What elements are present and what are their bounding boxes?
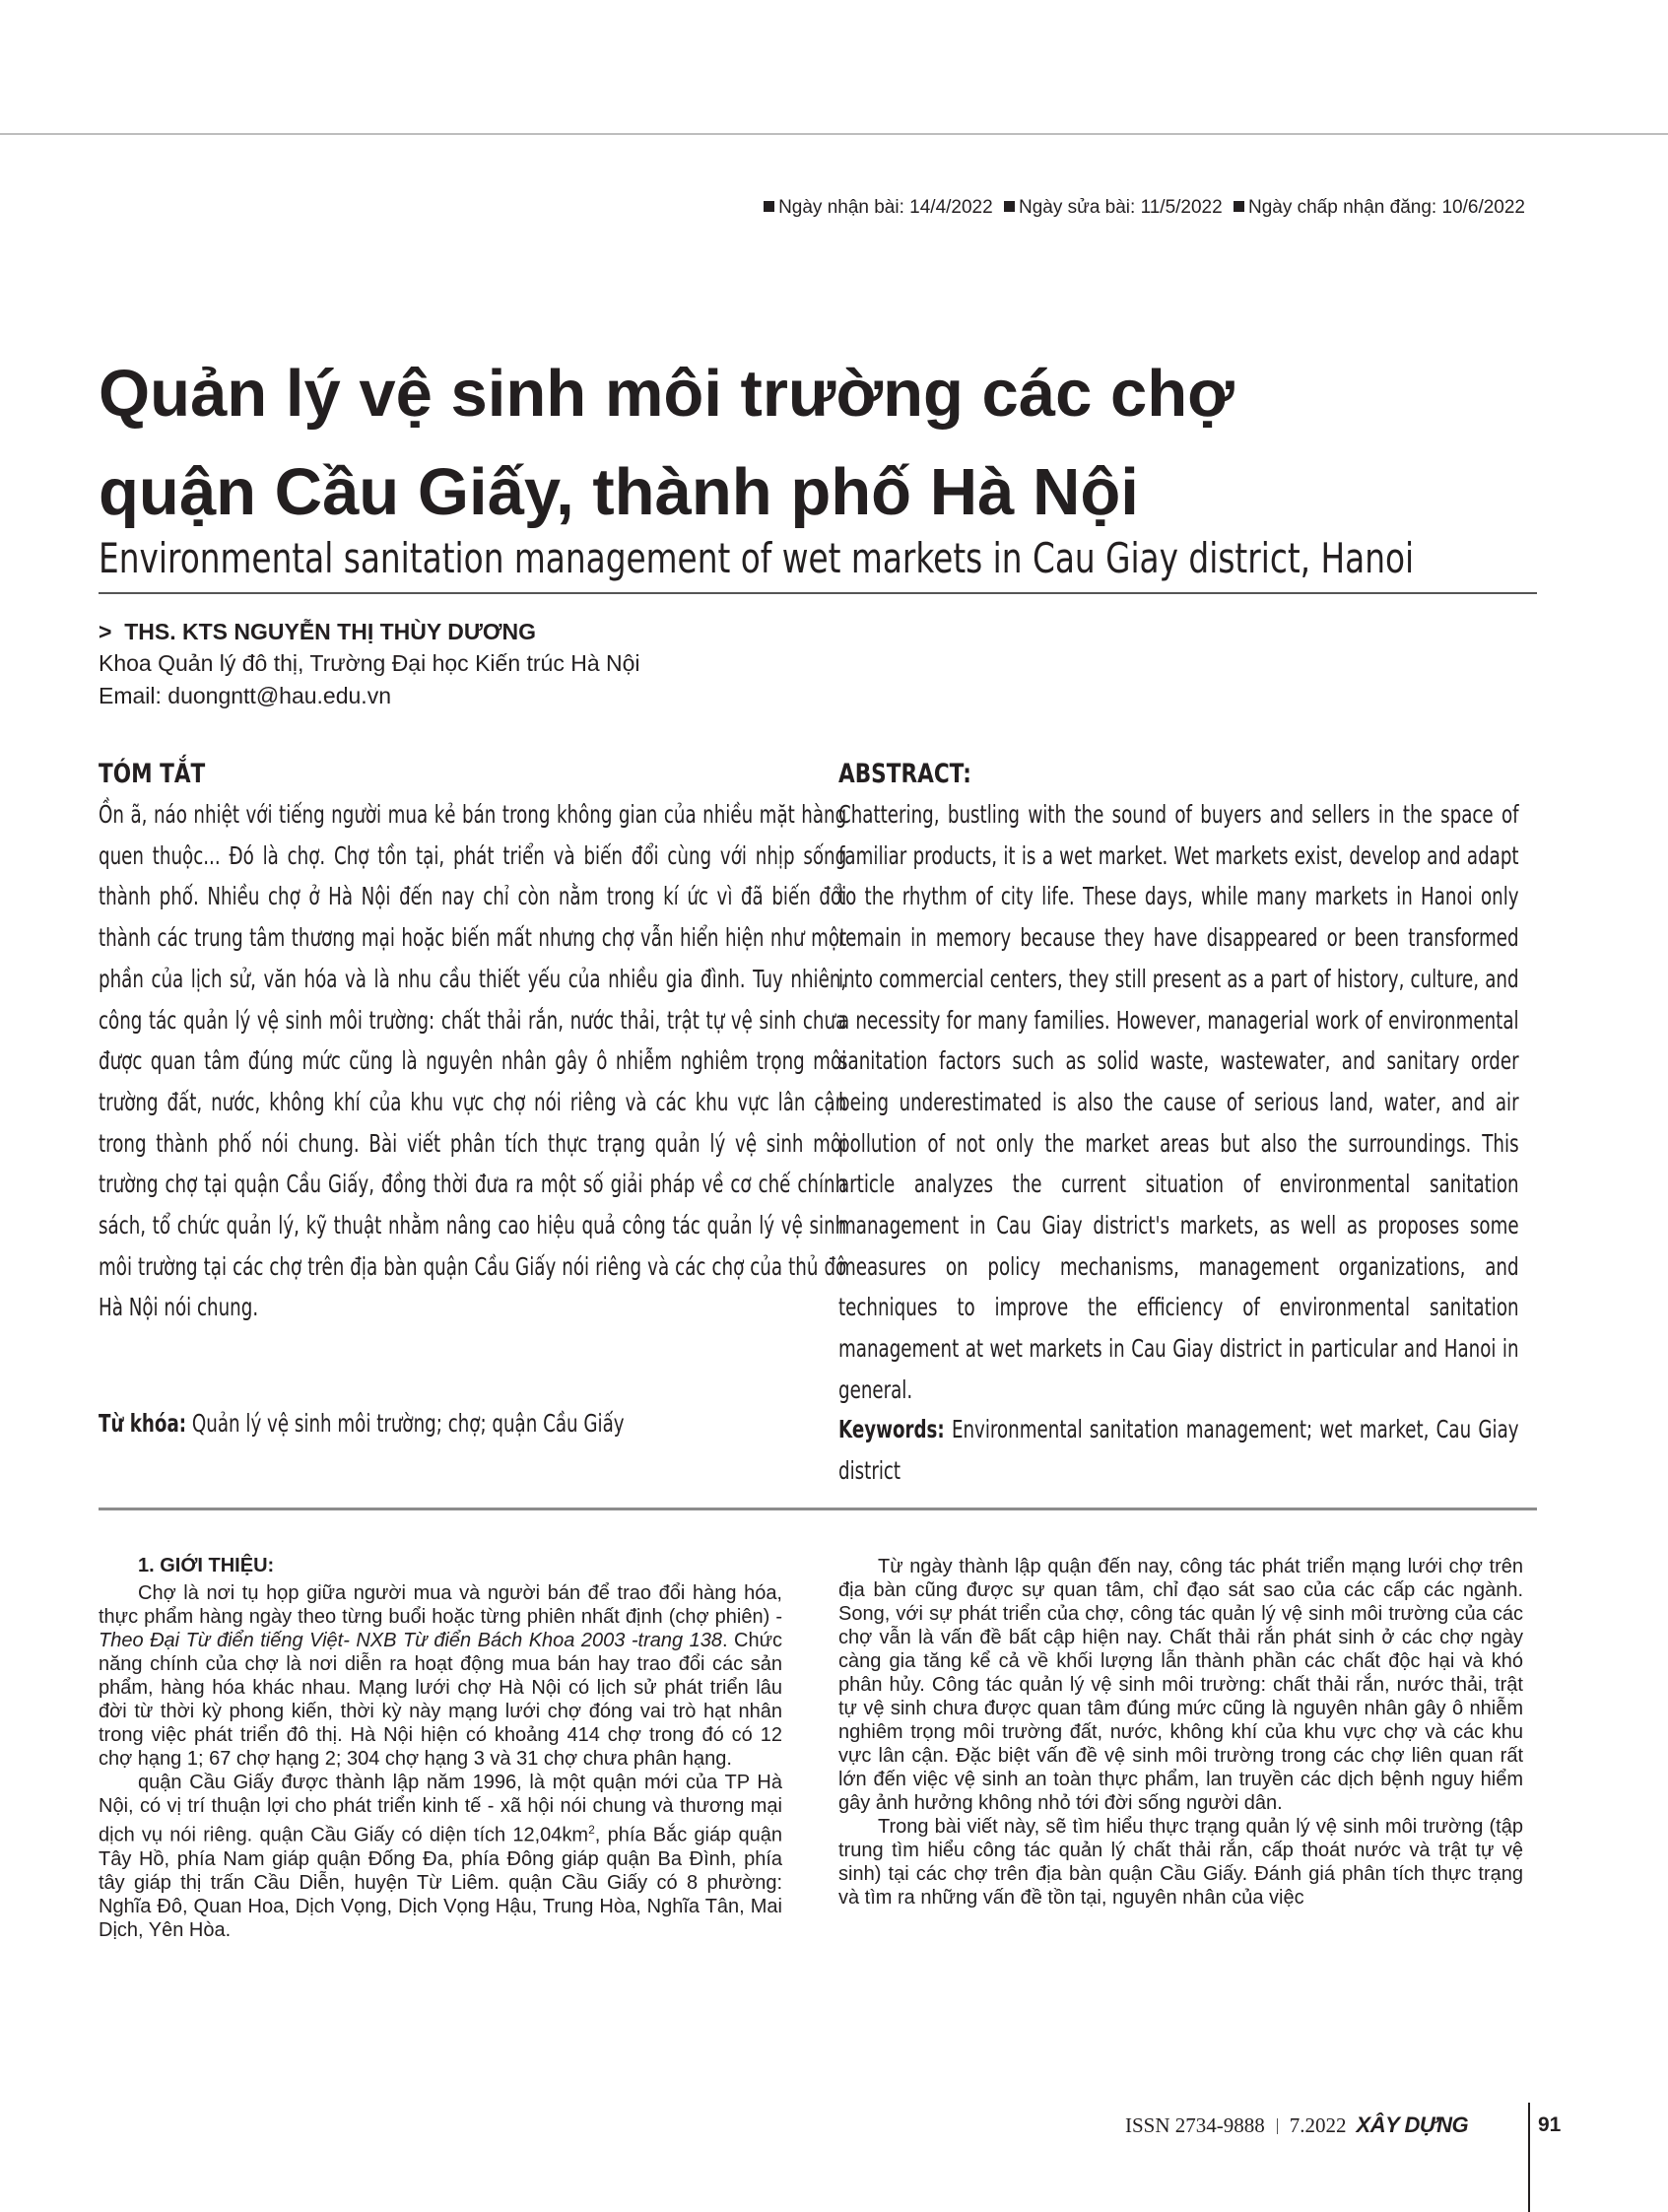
page-number: 91 [1538,2113,1562,2136]
accepted-date: Ngày chấp nhận đăng: 10/6/2022 [1247,197,1525,218]
body-column-left [99,1581,782,1942]
citation: Theo Đại Từ điển tiếng Việt- NXB Từ điển Bách Khoa 2003 -trang 138 [99,1630,722,1651]
abstract-en-heading: ABSTRACT: [838,759,971,789]
intro-heading: 1. GIỚI THIỆU: [138,1555,275,1576]
paragraph [99,1581,782,1771]
square-bullet-icon [1234,201,1244,212]
page-number-box [1534,2112,1561,2137]
author-name-text: THS. KTS NGUYỄN THỊ THÙY DƯƠNG [124,619,537,644]
author-email: Email: duongntt@hau.edu.vn [99,683,391,708]
issue: 7.2022 [1289,2113,1347,2137]
paragraph-text: . Chức năng chính của chợ là nơi diễn ra hoạt động mua bán hay trao đổi các sản phẩm, hàng hóa khác nhau. Mạng lưới chợ Hà Nội có lịch sử phát triển lâu đời từ thời kỳ phong kiến, thời kỳ này mạng lưới chợ đóng vai trò hạt nhân trong việc phát triển đô thị. Hà Nội hiện có khoảng 414 chợ trong đó có 12 chợ hạng 1; 67 chợ hạng 2; 304 chợ hạng 3 và 31 chợ chưa phân hạng. [99,1630,782,1770]
title-rule [99,592,1537,594]
keywords-en-label: Keywords: [838,1415,945,1443]
paragraph-text: quận Cầu Giấy được thành lập năm 1996, là một quận mới của TP Hà Nội, có vị trí thuận lợi cho phát triển kinh tế - xã hội nói chung và thương mại dịch vụ nói riêng. quận Cầu Giấy có diện tích 12,04km [99,1772,782,1846]
body-column-right [838,1555,1523,1910]
paragraph: Từ ngày thành lập quận đến nay, công tác phát triển mạng lưới chợ trên địa bàn cũng được sự quan tâm, chỉ đạo sát sao của các cấp các ngành. Song, với sự phát triển của chợ, công tác quản lý vệ sinh môi trường của các chợ vẫn là vấn đề bất cập hiện nay. Chất thải rắn phát sinh ở các chợ ngày càng gia tăng kể cả về khối lượng lẫn thành phần các chất độc hại và khó phân hủy. Công tác quản lý vệ sinh môi trường: chất thải rắn, nước thải, trật tự vệ sinh chưa được quan tâm đúng mức cũng là nguyên nhân gây ô nhiễm nghiêm trọng môi trường đất, nước, không khí của khu vực chợ và các khu vực lân cận. Đặc biệt vấn đề vệ sinh môi trường trong các chợ liên quan rất lớn đến việc vệ sinh an toàn thực phẩm, lan truyền các dịch bệnh nguy hiểm gây ảnh hưởng không nhỏ tới đời sống người dân. [838,1556,1523,1814]
author-name [99,619,536,645]
paragraph [99,1771,782,1942]
section-rule [99,1508,1537,1510]
revised-date: Ngày sửa bài: 11/5/2022 [1018,197,1223,218]
keywords-vi [99,1409,625,1438]
title-line-2: quận Cầu Giấy, thành phố Hà Nội [99,455,1139,529]
keywords-en-text: Environmental sanitation management; wet market, Cau Giay district [838,1415,1519,1485]
abstract-vi-heading: TÓM TẮT [99,759,206,789]
top-rule [0,133,1668,135]
magazine-name: XÂY DỰNG [1356,2112,1469,2137]
footer-vertical-rule [1528,2103,1530,2212]
article-dates [764,197,1525,219]
square-bullet-icon [764,201,774,212]
keywords-vi-text: Quản lý vệ sinh môi trường; chợ; quận Cầu Giấy [191,1409,625,1438]
square-bullet-icon [1004,201,1015,212]
keywords-en [838,1409,1519,1491]
paragraph-text: Chợ là nơi tụ họp giữa người mua và người bán để trao đổi hàng hóa, thực phẩm hàng ngày theo từng buổi hoặc từng phiên nhất định (chợ phiên) - [99,1582,782,1628]
abstract-vi-text: Ồn ã, náo nhiệt với tiếng người mua kẻ bán trong không gian của nhiều mặt hàng quen thuộc... Đó là chợ. Chợ tồn tại, phát triển và biến đổi cùng với nhịp sống thành phố. Nhiều chợ ở Hà Nội đến nay chỉ còn nằm trong kí ức vì đã biến đổi thành các trung tâm thương mại hoặc biến mất nhưng chợ vẫn hiển hiện như một phần của lịch sử, văn hóa và là nhu cầu thiết yếu của nhiều gia đình. Tuy nhiên, công tác quản lý vệ sinh môi trường: chất thải rắn, nước thải, trật tự vệ sinh chưa được quan tâm đúng mức cũng là nguyên nhân gây ô nhiễm nghiêm trọng môi trường đất, nước, không khí của khu vực chợ nói riêng và các khu vực lân cận trong thành phố nói chung. Bài viết phân tích thực trạng quản lý vệ sinh môi trường chợ tại quận Cầu Giấy, đồng thời đưa ra một số giải pháp về cơ chế chính sách, tổ chức quản lý, kỹ thuật nhằm nâng cao hiệu quả công tác quản lý vệ sinh môi trường tại các chợ trên địa bàn quận Cầu Giấy nói riêng và các chợ của thủ đô Hà Nội nói chung. [99,800,847,1322]
abstract-en-text: Chattering, bustling with the sound of buyers and sellers in the space of familiar products, it is a wet market. Wet markets exist, develop and adapt to the rhythm of city life. These days, while many markets in Hanoi only remain in memory because they have disappeared or been transformed into commercial centers, they still present as a part of history, culture, and a necessity for many families. However, managerial work of environmental sanitation factors such as solid waste, wastewater, and sanitary order being underestimated is also the cause of serious land, water, and air pollution of not only the market areas but also the surroundings. This article analyzes the current situation of environmental sanitation management in Cau Giay district's markets, as well as proposes some measures on policy mechanisms, management organizations, and techniques to improve the efficiency of environmental sanitation management at wet markets in Cau Giay district in particular and Hanoi in general. [838,800,1519,1404]
footer-divider [1277,2118,1278,2134]
paragraph: Trong bài viết này, sẽ tìm hiểu thực trạng quản lý vệ sinh môi trường (tập trung tìm hiểu công tác quản lý chất thải rắn, cấp thoát nước và trật tự vệ sinh) tại các chợ trên địa bàn quận Cầu Giấy. Đánh giá phân tích thực trạng và tìm ra những vấn đề tồn tại, nguyên nhân của việc [838,1816,1523,1909]
author-marker: > [99,619,112,644]
superscript: 2 [588,1823,595,1837]
received-date: Ngày nhận bài: 14/4/2022 [778,197,993,218]
issn: ISSN 2734-9888 [1125,2113,1265,2137]
article-title [99,345,1478,542]
keywords-vi-label: Từ khóa: [99,1409,187,1438]
title-line-1: Quản lý vệ sinh môi trường các chợ [99,357,1234,431]
page-footer [1125,2112,1468,2138]
english-title: Environmental sanitation management of wet markets in Cau Giay district, Hanoi [99,534,1415,582]
author-affiliation: Khoa Quản lý đô thị, Trường Đại học Kiến trúc Hà Nội [99,650,640,676]
paragraph-text: , phía Bắc giáp quận Tây Hồ, phía Nam giáp quận Đống Đa, phía Đông giáp quận Ba Đình, phía tây giáp thị trấn Cầu Diễn, huyện Từ Liêm. quận Cầu Giấy có 8 phường: Nghĩa Đô, Quan Hoa, Dịch Vọng, Dịch Vọng Hậu, Trung Hòa, Nghĩa Tân, Mai Dịch, Yên Hòa. [99,1824,782,1941]
